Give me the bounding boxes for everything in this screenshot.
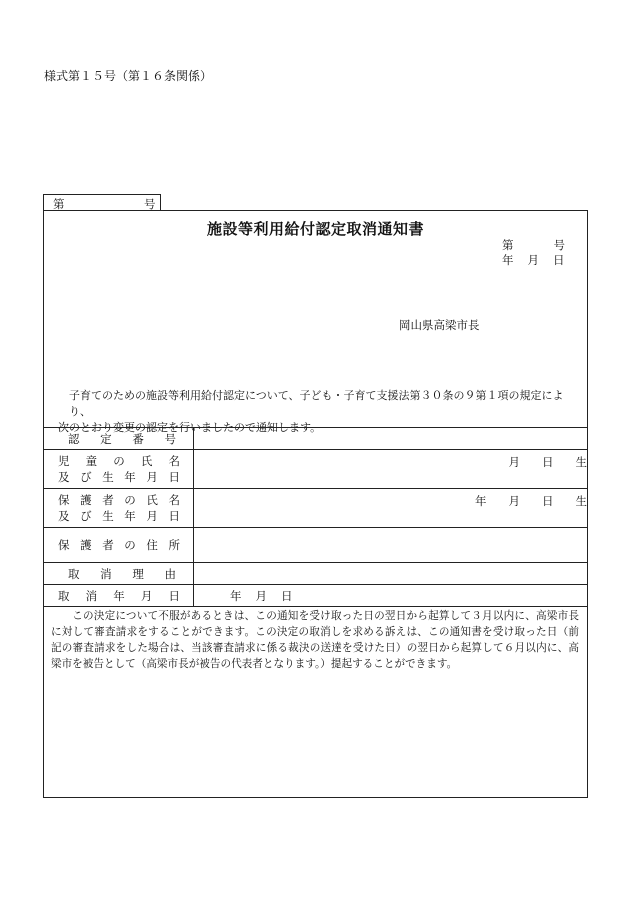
label-guardian-name-dob: 保 護 者 の 氏 名 及 び 生 年 月 日 bbox=[58, 493, 180, 523]
reference-number-tab bbox=[43, 194, 161, 210]
tab-dai: 第 bbox=[53, 197, 65, 211]
issuer: 岡山県高梁市長 bbox=[399, 318, 480, 332]
label-guardian-address: 保 護 者 の 住 所 bbox=[58, 538, 180, 552]
row-cancel-reason bbox=[44, 563, 588, 585]
cancel-reason-value[interactable] bbox=[194, 563, 588, 585]
tab-go: 号 bbox=[144, 197, 156, 211]
cancel-date-value[interactable]: 年 月 日 bbox=[194, 585, 588, 607]
fields-table bbox=[43, 427, 588, 607]
row-guardian bbox=[44, 489, 588, 528]
docno-tsuki: 月 bbox=[527, 253, 539, 267]
appeal-notice: この決定について不服があるときは、この通知を受け取った日の翌日から起算して３月以内に、高梁市長に対して審査請求をすることができます。この決定の取消しを求める訴えは、この通知書を受け取った日（前記の審査請求をした場合は、当該審査請求に係る裁決の送達を受けた日）の翌日から起算して６月以内に、高梁市を被告として（高梁市長が被告の代表者となります。）提起することができます。 bbox=[51, 610, 579, 670]
guardian-address-value[interactable] bbox=[194, 528, 588, 563]
child-dob-value[interactable]: 月 日 生 bbox=[194, 450, 588, 489]
document-title: 施設等利用給付認定取消通知書 bbox=[206, 220, 424, 238]
document-number-block bbox=[502, 238, 565, 268]
notice-form bbox=[43, 210, 588, 798]
label-certification-number: 認 定 番 号 bbox=[68, 431, 176, 446]
guardian-dob-value[interactable]: 年 月 日 生 bbox=[194, 489, 588, 528]
label-child-name-dob: 児 童 の 氏 名 及 び 生 年 月 日 bbox=[58, 454, 180, 484]
docno-nen: 年 bbox=[502, 253, 514, 267]
row-certification-number bbox=[44, 428, 588, 450]
label-cancel-date: 取 消 年 月 日 bbox=[58, 588, 180, 603]
row-guardian-address bbox=[44, 528, 588, 563]
body-line-2: 次のとおり変更の認定を行いましたので通知します。 bbox=[58, 421, 322, 434]
certification-number-value[interactable] bbox=[194, 428, 588, 450]
docno-dai: 第 bbox=[502, 238, 514, 252]
row-child bbox=[44, 450, 588, 489]
docno-hi: 日 bbox=[553, 253, 565, 267]
row-cancel-date bbox=[44, 585, 588, 607]
form-id: 様式第１５号（第１６条関係） bbox=[44, 69, 213, 83]
docno-go: 号 bbox=[553, 238, 565, 252]
label-cancel-reason: 取 消 理 由 bbox=[68, 566, 176, 581]
body-line-1: 子育てのための施設等利用給付認定について、子ども・子育て支援法第３０条の９第１項の規定により、 bbox=[69, 389, 564, 418]
